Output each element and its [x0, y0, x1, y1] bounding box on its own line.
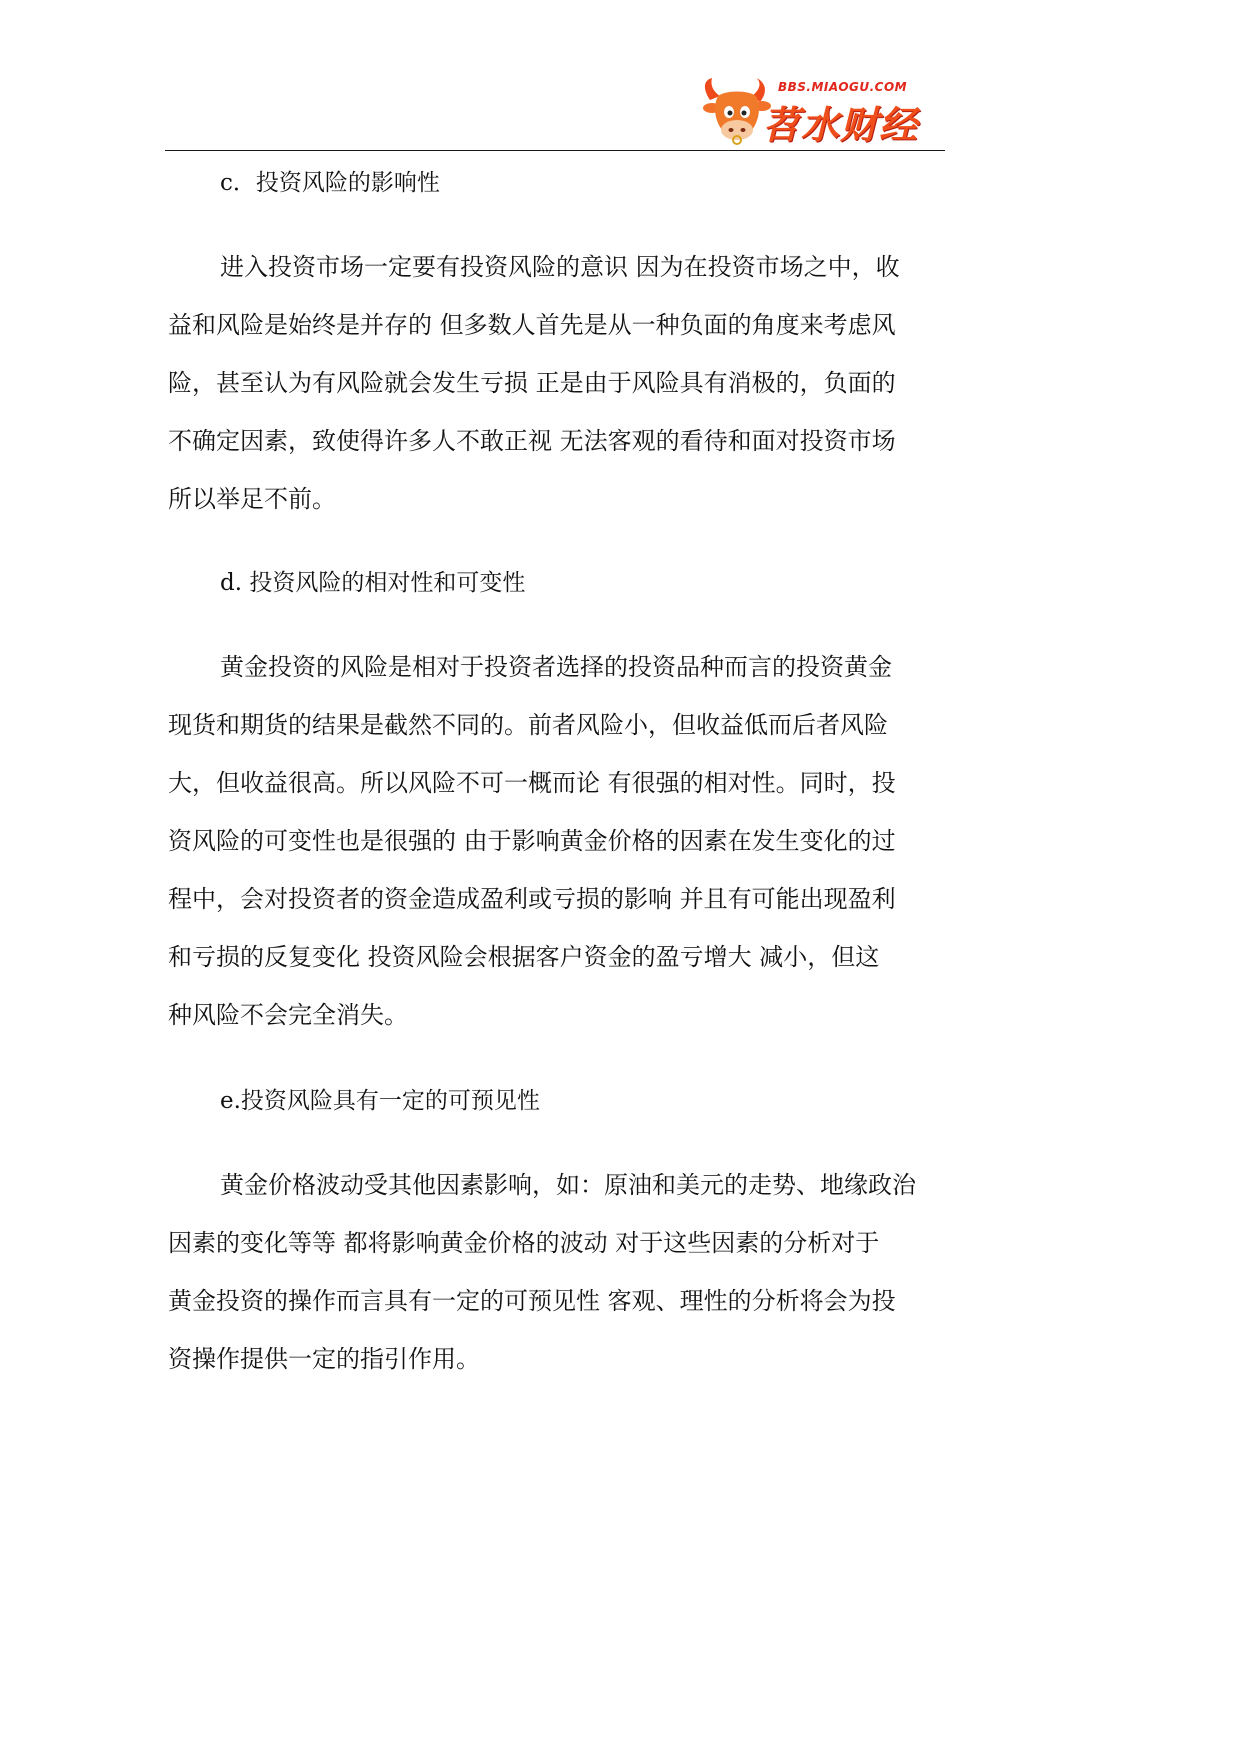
section-heading-e: e.投资风险具有一定的可预见性: [220, 1088, 540, 1114]
logo-url-text: BBS.MIAOGU.COM: [778, 80, 908, 94]
paragraph-line: 种风险不会完全消失。: [168, 1001, 408, 1029]
site-logo: [700, 76, 930, 148]
page-header: [0, 0, 1104, 152]
paragraph-line: 险，甚至认为有风险就会发生亏损 正是由于风险具有消极的，负面的: [168, 369, 896, 397]
section-heading-c: c．投资风险的影响性: [220, 170, 440, 196]
paragraph-line: 资操作提供一定的指引作用。: [168, 1345, 480, 1373]
header-divider: [165, 150, 945, 151]
paragraph-line: 黄金投资的操作而言具有一定的可预见性 客观、理性的分析将会为投: [168, 1287, 896, 1315]
paragraph-line: 益和风险是始终是并存的 但多数人首先是从一种负面的角度来考虑风: [168, 311, 896, 339]
paragraph-line: 不确定因素，致使得许多人不敢正视 无法客观的看待和面对投资市场: [168, 427, 896, 455]
paragraph-line: 黄金价格波动受其他因素影响，如：原油和美元的走势、地缘政治: [220, 1171, 916, 1199]
section-heading-d: d. 投资风险的相对性和可变性: [220, 570, 526, 596]
paragraph-line: 资风险的可变性也是很强的 由于影响黄金价格的因素在发生变化的过: [168, 827, 896, 855]
paragraph-line: 因素的变化等等 都将影响黄金价格的波动 对于这些因素的分析对于: [168, 1229, 880, 1257]
paragraph-line: 程中，会对投资者的资金造成盈利或亏损的影响 并且有可能出现盈利: [168, 885, 896, 913]
paragraph-line: 大，但收益很高。所以风险不可一概而论 有很强的相对性。同时，投: [168, 769, 896, 797]
logo-name: 苕水财经: [762, 103, 919, 147]
paragraph-line: 和亏损的反复变化 投资风险会根据客户资金的盈亏增大 减小，但这: [168, 943, 880, 971]
paragraph-line: 所以举足不前。: [168, 485, 336, 513]
paragraph-line: 进入投资市场一定要有投资风险的意识 因为在投资市场之中，收: [220, 253, 900, 281]
paragraph-line: 黄金投资的风险是相对于投资者选择的投资品种而言的投资黄金: [220, 653, 892, 681]
paragraph-line: 现货和期货的结果是截然不同的。前者风险小，但收益低而后者风险: [168, 711, 888, 739]
